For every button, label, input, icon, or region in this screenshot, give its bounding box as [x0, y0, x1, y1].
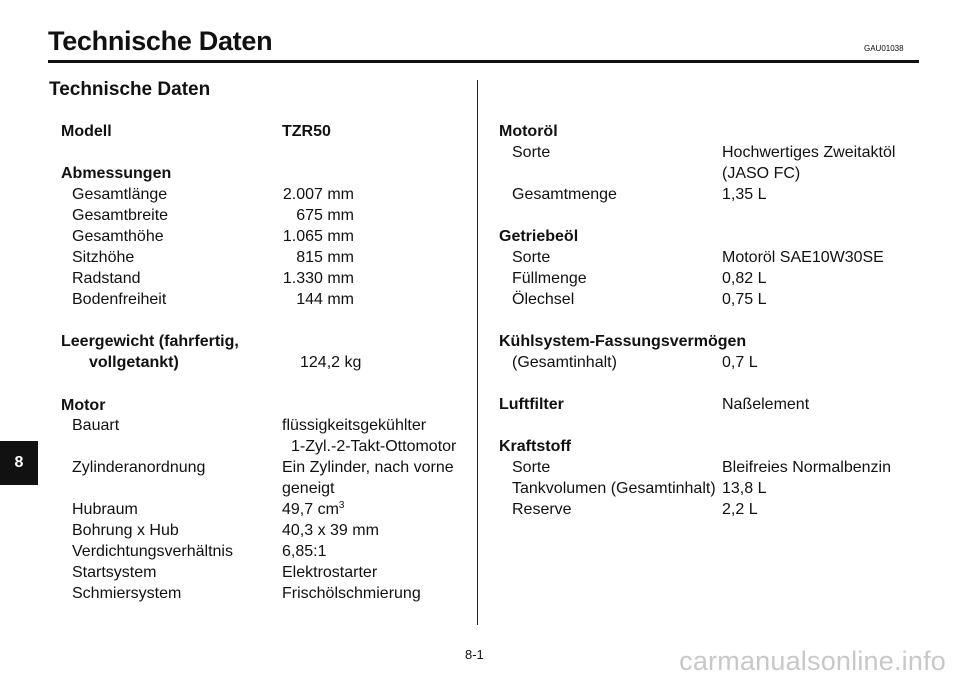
kraftstoff-heading: Kraftstoff [499, 438, 571, 455]
page-title: Technische Daten [48, 26, 273, 56]
radstand-label: Radstand [72, 270, 141, 287]
zylinder-value: Ein Zylinder, nach vorne [282, 459, 454, 476]
sitzhoehe-label: Sitzhöhe [72, 249, 135, 266]
zylinder-label: Zylinderanordnung [72, 459, 206, 476]
getriebeoel-sorte-value: Motoröl SAE10W30SE [722, 249, 884, 266]
gesamthoehe-label: Gesamthöhe [72, 228, 164, 245]
gesamthoehe-value: 1.065 mm [282, 228, 354, 245]
section-title: Technische Daten [49, 79, 211, 100]
bauart-label: Bauart [72, 417, 120, 434]
kraftstoff-sorte-label: Sorte [512, 459, 551, 476]
page-number: 8-1 [465, 647, 484, 662]
hubraum-value [282, 500, 344, 520]
getriebeoel-heading: Getriebeöl [499, 228, 579, 245]
gesamtlaenge-value: 2.007 mm [282, 186, 354, 203]
motoroel-sorte-value: Hochwertiges Zweitaktöl [722, 144, 896, 161]
verdichtung-value: 6,85:1 [282, 543, 327, 560]
chapter-tab-label: 8 [14, 454, 24, 471]
getriebeoel-oelwechsel-label: Ölechsel [512, 291, 575, 308]
kuehlsystem-gesamtinhalt-label: (Gesamtinhalt) [512, 354, 617, 371]
gesamtlaenge-label: Gesamtlänge [72, 186, 168, 203]
hubraum-label: Hubraum [72, 501, 138, 518]
motoroel-heading: Motoröl [499, 123, 558, 140]
luftfilter-label: Luftfilter [499, 396, 564, 413]
document-code: GAU01038 [864, 44, 904, 53]
leergewicht-heading: Leergewicht (fahrfertig, [61, 333, 239, 350]
bohrung-value: 40,3 x 39 mm [282, 522, 379, 539]
header-rule [48, 60, 919, 63]
bauart-value-cont: 1-Zyl.-2-Takt-Ottomotor [291, 438, 457, 455]
leergewicht-value: 124,2 kg [300, 354, 362, 371]
bodenfreiheit-value: 144 mm [296, 291, 354, 308]
zylinder-value-cont: geneigt [282, 480, 335, 497]
kraftstoff-tankvolumen-value: 13,8 L [722, 480, 767, 497]
getriebeoel-fuellmenge-value: 0,82 L [722, 270, 767, 287]
gesamtbreite-value: 675 mm [296, 207, 354, 224]
motoroel-sorte-label: Sorte [512, 144, 551, 161]
hubraum-unit-superscript: 3 [338, 500, 345, 511]
column-divider [477, 80, 478, 625]
kraftstoff-tankvolumen-label: Tankvolumen (Gesamtinhalt) [512, 480, 716, 497]
motoroel-sorte-value-cont: (JASO FC) [722, 165, 801, 182]
hubraum-value-text: 49,7 cm [282, 501, 339, 518]
gesamtbreite-label: Gesamtbreite [72, 207, 169, 224]
kraftstoff-reserve-label: Reserve [512, 501, 572, 518]
schmiersystem-value: Frischölschmierung [282, 585, 421, 602]
watermark: carmanualsonline.info [679, 646, 946, 676]
kuehlsystem-gesamtinhalt-value: 0,7 L [722, 354, 758, 371]
kraftstoff-sorte-value: Bleifreies Normalbenzin [722, 459, 891, 476]
motoroel-gesamtmenge-value: 1,35 L [722, 186, 767, 203]
leergewicht-heading-cont: vollgetankt) [89, 354, 179, 371]
radstand-value: 1.330 mm [282, 270, 354, 287]
getriebeoel-sorte-label: Sorte [512, 249, 551, 266]
chapter-tab [0, 441, 38, 485]
startsystem-label: Startsystem [72, 564, 157, 581]
kuehlsystem-heading: Kühlsystem-Fassungsvermögen [499, 333, 747, 350]
verdichtung-label: Verdichtungsverhältnis [72, 543, 233, 560]
bodenfreiheit-label: Bodenfreiheit [72, 291, 167, 308]
modell-value: TZR50 [282, 123, 331, 140]
sitzhoehe-value: 815 mm [296, 249, 354, 266]
kraftstoff-reserve-value: 2,2 L [722, 501, 758, 518]
getriebeoel-fuellmenge-label: Füllmenge [512, 270, 587, 287]
schmiersystem-label: Schmiersystem [72, 585, 182, 602]
bohrung-label: Bohrung x Hub [72, 522, 179, 539]
motor-heading: Motor [61, 397, 106, 414]
abmessungen-heading: Abmessungen [61, 165, 172, 182]
startsystem-value: Elektrostarter [282, 564, 378, 581]
luftfilter-value: Naßelement [722, 396, 810, 413]
motoroel-gesamtmenge-label: Gesamtmenge [512, 186, 617, 203]
bauart-value: flüssigkeitsgekühlter [282, 417, 427, 434]
getriebeoel-oelwechsel-value: 0,75 L [722, 291, 767, 308]
modell-label: Modell [61, 123, 112, 140]
